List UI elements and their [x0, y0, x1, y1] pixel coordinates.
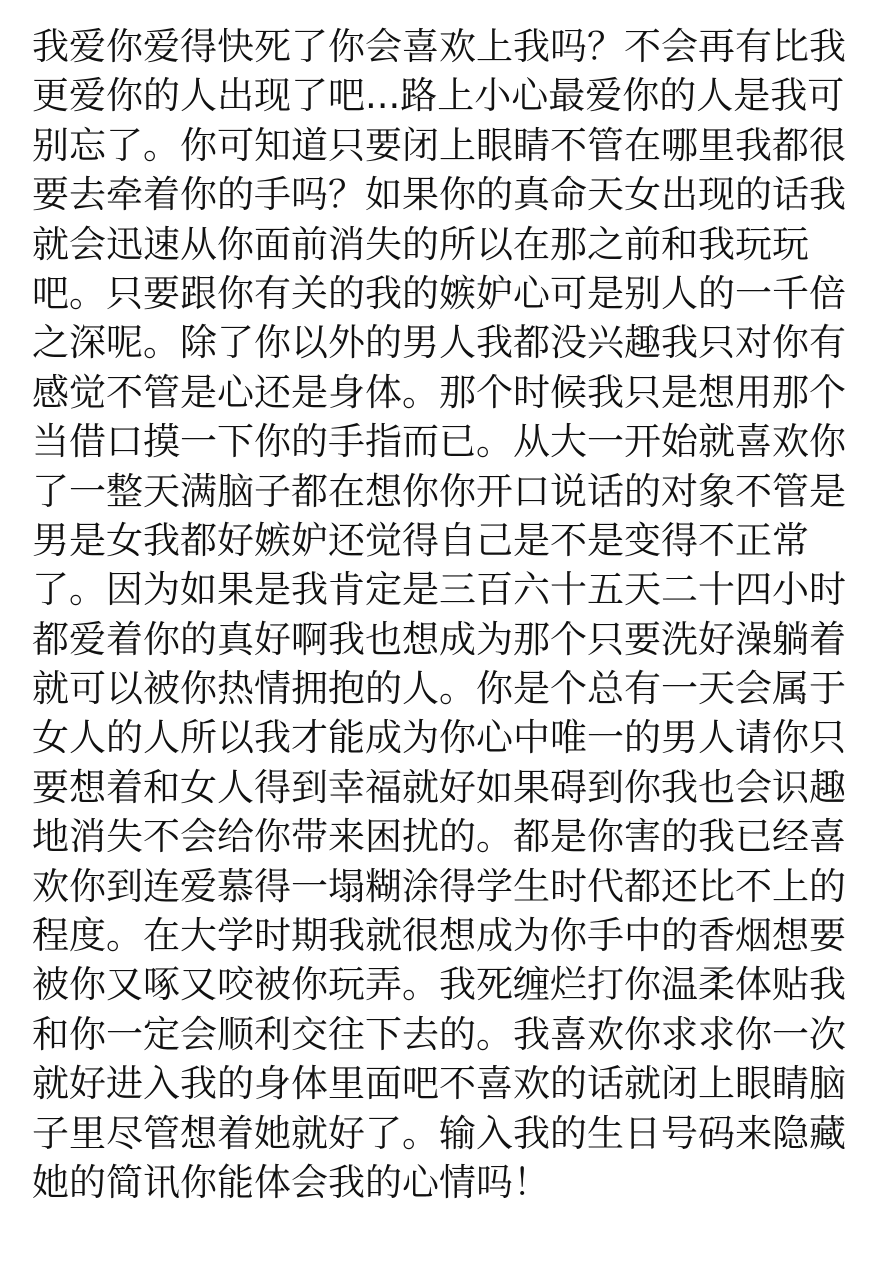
text-line: 就可以被你热情拥抱的人。你是个总有一天会属于 [32, 667, 846, 711]
text-line: 要想着和女人得到幸福就好如果碍到你我也会识趣 [32, 765, 846, 809]
text-line: 她的简讯你能体会我的心情吗！ [32, 1160, 550, 1204]
text-line: 就好进入我的身体里面吧不喜欢的话就闭上眼睛脑 [32, 1062, 846, 1106]
text-line: 被你又啄又咬被你玩弄。我死缠烂打你温柔体贴我 [32, 963, 846, 1007]
text-line: 我爱你爱得快死了你会喜欢上我吗？不会再有比我 [32, 25, 846, 68]
text-line: 就会迅速从你面前消失的所以在那之前和我玩玩 [32, 222, 809, 266]
text-line: 之深呢。除了你以外的男人我都没兴趣我只对你有 [32, 321, 846, 365]
text-document [32, 22, 847, 1207]
text-line: 地消失不会给你带来困扰的。都是你害的我已经喜 [32, 815, 846, 859]
text-line: 欢你到连爱慕得一塌糊涂得学生时代都还比不上的 [32, 864, 846, 908]
text-line: 了一整天满脑子都在想你你开口说话的对象不管是 [32, 469, 846, 513]
text-line: 更爱你的人出现了吧...路上小心最爱你的人是我可 [32, 74, 845, 118]
text-line: 感觉不管是心还是身体。那个时候我只是想用那个 [32, 370, 846, 414]
text-line: 女人的人所以我才能成为你心中唯一的男人请你只 [32, 716, 846, 760]
text-line: 了。因为如果是我肯定是三百六十五天二十四小时 [32, 568, 846, 612]
text-line: 要去牵着你的手吗？如果你的真命天女出现的话我 [32, 173, 846, 217]
text-line: 和你一定会顺利交往下去的。我喜欢你求求你一次 [32, 1012, 846, 1056]
text-line: 吧。只要跟你有关的我的嫉妒心可是别人的一千倍 [32, 271, 846, 315]
text-line: 别忘了。你可知道只要闭上眼睛不管在哪里我都很 [32, 123, 846, 167]
text-line: 都爱着你的真好啊我也想成为那个只要洗好澡躺着 [32, 617, 846, 661]
text-line: 程度。在大学时期我就很想成为你手中的香烟想要 [32, 914, 846, 958]
text-line: 当借口摸一下你的手指而已。从大一开始就喜欢你 [32, 420, 846, 464]
text-line: 男是女我都好嫉妒还觉得自己是不是变得不正常 [32, 518, 809, 562]
text-line: 子里尽管想着她就好了。输入我的生日号码来隐藏 [32, 1111, 846, 1155]
